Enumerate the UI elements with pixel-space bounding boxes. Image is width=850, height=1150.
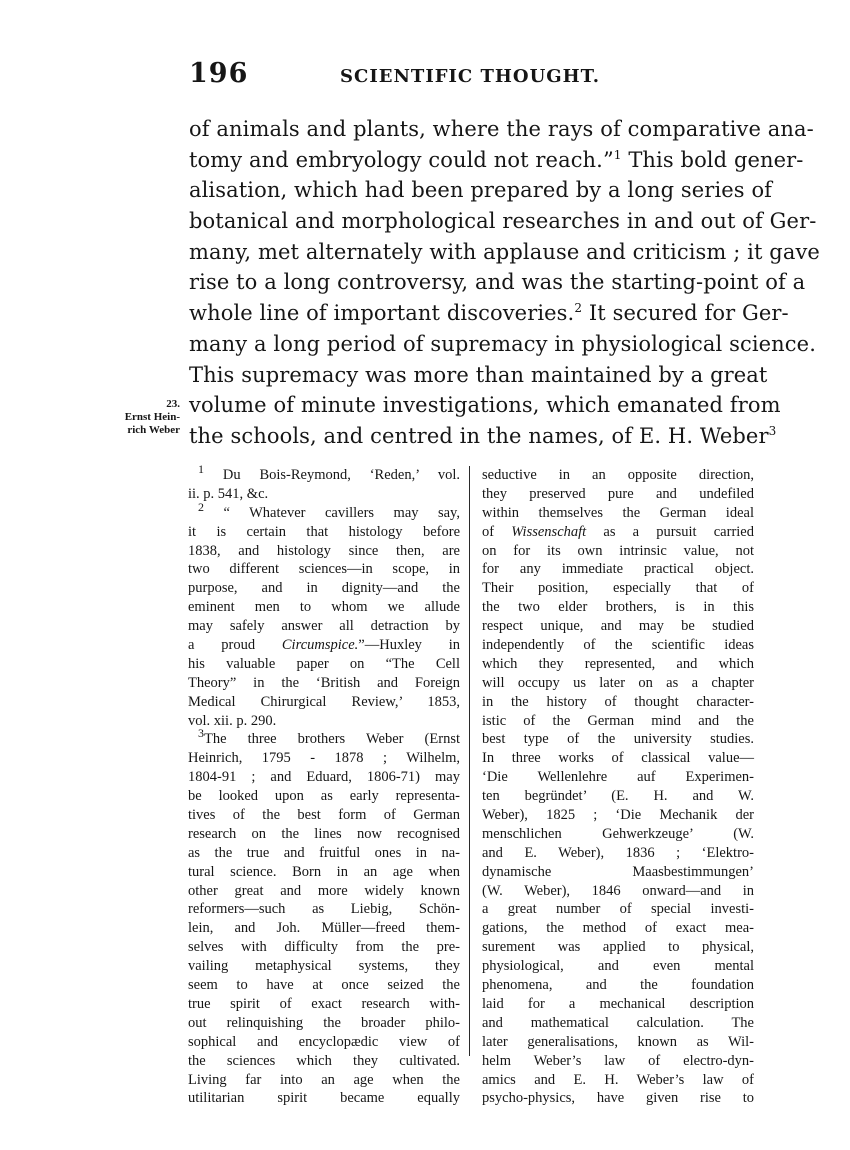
footnote-text: utilitarian spirit became equally bbox=[188, 1090, 460, 1107]
footnote-line bbox=[188, 900, 460, 919]
footnote-text: (W. Weber), 1846 onward—and in bbox=[482, 882, 754, 899]
footnote-text: psycho-physics, have given rise to bbox=[482, 1090, 754, 1107]
footnote-text: true spirit of exact research with- bbox=[188, 995, 460, 1012]
body-line: volume of minute investigations, which emanated from bbox=[189, 393, 781, 418]
footnote-line bbox=[482, 957, 754, 976]
body-line: This supremacy was more than maintained by a great bbox=[189, 362, 768, 387]
footnote-text: physiological, and even mental bbox=[482, 958, 754, 975]
footnote-line bbox=[482, 636, 754, 655]
footnote-line bbox=[482, 504, 754, 523]
footnote-text: In three works of classical value— bbox=[482, 750, 754, 767]
body-line-text: whole line of important discoveries. bbox=[189, 301, 575, 326]
footnote-line bbox=[188, 462, 460, 485]
footnote-text: they preserved pure and undefiled bbox=[482, 485, 754, 502]
footnote-text: 1838, and histology since then, are bbox=[188, 542, 460, 559]
footnote-line bbox=[188, 1052, 460, 1071]
footnote-text: Heinrich, 1795 - 1878 ; Wilhelm, bbox=[188, 750, 460, 767]
footnote-text: two different sciences—in scope, in bbox=[188, 561, 460, 578]
footnote-line bbox=[482, 674, 754, 693]
footnote-text: ”—Huxley in bbox=[358, 637, 460, 654]
footnote-text: out relinquishing the broader philo- bbox=[188, 1014, 460, 1031]
footnote-text: reformers—such as Liebig, Schön- bbox=[188, 901, 460, 918]
footnote-text: his valuable paper on “The Cell bbox=[188, 655, 460, 672]
footnote-line bbox=[188, 542, 460, 561]
footnote-text: may safely answer all detraction by bbox=[188, 618, 460, 635]
footnote-text: ii. p. 541, &c. bbox=[188, 485, 269, 502]
footnote-text: laid for a mechanical description bbox=[482, 995, 754, 1012]
footnote-line bbox=[188, 1033, 460, 1052]
footnote-text: other great and more widely known bbox=[188, 882, 460, 899]
footnote-line bbox=[188, 693, 460, 712]
footnote-text: selves with difficulty from the pre- bbox=[188, 939, 460, 956]
footnote-text: for any immediate practical object. bbox=[482, 561, 754, 578]
footnote-line bbox=[188, 617, 460, 636]
footnote-line bbox=[482, 466, 754, 485]
body-line bbox=[189, 298, 789, 329]
footnote-line bbox=[188, 919, 460, 938]
footnote-ref-2: 2 bbox=[574, 301, 583, 316]
body-line-text: tomy and embryology could not reach.” bbox=[189, 147, 614, 172]
footnote-text: istic of the German mind and the bbox=[482, 712, 754, 729]
footnote-text: research on the lines now recognised bbox=[188, 825, 460, 842]
footnote-line bbox=[188, 636, 460, 655]
footnote-line bbox=[188, 749, 460, 768]
footnote-line bbox=[188, 726, 460, 749]
body-line: rise to a long controversy, and was the starting-point of a bbox=[189, 270, 806, 295]
footnote-line bbox=[482, 749, 754, 768]
body-line-text: It secured for Ger- bbox=[582, 301, 789, 326]
footnote-text: of bbox=[482, 523, 512, 540]
footnote-text: Weber), 1825 ; ‘Die Mechanik der bbox=[482, 807, 754, 824]
footnote-line bbox=[482, 995, 754, 1014]
footnote-text: phenomena, and the foundation bbox=[482, 977, 754, 994]
footnote-line bbox=[482, 1033, 754, 1052]
footnote-marker: 1 bbox=[198, 462, 204, 477]
footnote-text: on for its own intrinsic value, not bbox=[482, 542, 754, 559]
footnote-text: vailing metaphysical systems, they bbox=[188, 958, 460, 975]
footnotes-right-column bbox=[482, 466, 754, 1108]
footnote-text: sophical and encyclopædic view of bbox=[188, 1033, 460, 1050]
footnote-text: The three brothers Weber (Ernst bbox=[204, 731, 460, 748]
footnote-text: vol. xii. p. 290. bbox=[188, 712, 277, 729]
footnote-line bbox=[482, 844, 754, 863]
footnote-line bbox=[482, 900, 754, 919]
footnote-text: dynamische Maasbestimmungen’ bbox=[482, 863, 754, 880]
footnote-text: “ Whatever cavillers may say, bbox=[204, 504, 460, 521]
running-title: SCIENTIFIC THOUGHT. bbox=[340, 66, 601, 87]
footnote-text: and mathematical calculation. The bbox=[482, 1014, 754, 1031]
footnote-line bbox=[482, 693, 754, 712]
footnote-line bbox=[188, 1014, 460, 1033]
body-line: many, met alternately with applause and criticism ; it gave bbox=[189, 239, 820, 264]
footnote-line bbox=[482, 1089, 754, 1108]
footnote-text: lein, and Joh. Müller—freed them- bbox=[188, 920, 460, 937]
body-line: of animals and plants, where the rays of comparative ana- bbox=[189, 117, 814, 141]
footnote-line bbox=[188, 957, 460, 976]
footnote-text: surement was applied to physical, bbox=[482, 939, 754, 956]
footnote-text: Living far into an age when the bbox=[188, 1071, 460, 1088]
footnote-text: seductive in an opposite direction, bbox=[482, 467, 754, 483]
body-line: alisation, which had been prepared by a long series of bbox=[189, 178, 773, 203]
footnote-italic-text: Wissenschaft bbox=[511, 523, 587, 540]
footnote-line bbox=[482, 919, 754, 938]
footnote-line bbox=[482, 560, 754, 579]
footnote-line bbox=[188, 844, 460, 863]
footnote-line bbox=[482, 579, 754, 598]
page-number: 196 bbox=[189, 58, 249, 89]
footnote-text: amics and E. H. Weber’s law of bbox=[482, 1071, 754, 1088]
footnote-line bbox=[188, 674, 460, 693]
sidenote-number: 23. bbox=[166, 398, 180, 410]
footnote-line bbox=[482, 485, 754, 504]
body-line-text: This bold gener- bbox=[621, 147, 804, 172]
footnote-text: as the true and fruitful ones in na- bbox=[188, 844, 460, 861]
sidenote-line: Ernst Hein- bbox=[124, 411, 180, 423]
footnote-text: the sciences which they cultivated. bbox=[188, 1052, 460, 1069]
footnote-text: Their position, especially that of bbox=[482, 580, 754, 597]
footnote-text: tives of the best form of German bbox=[188, 807, 460, 824]
footnote-line bbox=[482, 712, 754, 731]
footnote-line bbox=[188, 825, 460, 844]
footnote-line bbox=[188, 1089, 460, 1108]
body-line bbox=[189, 421, 777, 452]
body-line: botanical and morphological researches in and out of Ger- bbox=[189, 209, 817, 234]
footnote-line bbox=[482, 976, 754, 995]
footnote-line bbox=[482, 938, 754, 957]
footnote-text: and E. Weber), 1836 ; ‘Elektro- bbox=[482, 844, 754, 861]
footnote-marker: 2 bbox=[198, 499, 204, 514]
footnote-text: be looked upon as early representa- bbox=[188, 788, 460, 805]
footnote-line bbox=[188, 579, 460, 598]
footnote-line bbox=[188, 1071, 460, 1090]
footnote-text: as a pursuit carried bbox=[586, 523, 754, 540]
footnote-text: Theory” in the ‘British and Foreign bbox=[188, 674, 460, 691]
footnote-line bbox=[482, 655, 754, 674]
footnotes-left-column bbox=[188, 462, 460, 1108]
footnote-text: tural science. Born in an age when bbox=[188, 863, 460, 880]
footnote-line bbox=[482, 825, 754, 844]
footnote-line bbox=[188, 598, 460, 617]
footnote-line bbox=[188, 499, 460, 523]
footnote-text: later generalisations, known as Wil- bbox=[482, 1033, 754, 1050]
margin-sidenote bbox=[88, 398, 180, 437]
footnote-text: gations, the method of exact mea- bbox=[482, 920, 754, 937]
footnote-line bbox=[188, 485, 460, 504]
footnote-line bbox=[482, 542, 754, 561]
footnote-line bbox=[188, 523, 460, 542]
footnote-ref-1: 1 bbox=[613, 147, 622, 162]
body-line-text: the schools, and centred in the names, of E. H. Weber bbox=[189, 423, 769, 448]
footnote-text: menschlichen Gehwerkzeuge’ (W. bbox=[482, 825, 754, 842]
footnote-text: purpose, and in dignity—and the bbox=[188, 580, 460, 597]
footnote-text: ‘Die Wellenlehre auf Experimen- bbox=[482, 769, 754, 786]
footnote-text: respect unique, and may be studied bbox=[482, 618, 754, 635]
footnote-italic-text: Circumspice. bbox=[281, 637, 359, 654]
footnote-line bbox=[482, 617, 754, 636]
footnote-line bbox=[482, 863, 754, 882]
footnote-text: in the history of thought character- bbox=[482, 693, 754, 710]
footnote-line bbox=[188, 938, 460, 957]
footnote-text: will occupy us later on as a chapter bbox=[482, 674, 754, 691]
footnote-line bbox=[482, 806, 754, 825]
footnote-line bbox=[188, 976, 460, 995]
footnote-ref-3: 3 bbox=[768, 423, 777, 438]
footnote-line bbox=[188, 806, 460, 825]
footnote-line bbox=[482, 1052, 754, 1071]
footnote-line bbox=[188, 863, 460, 882]
footnote-line bbox=[188, 768, 460, 787]
footnote-line bbox=[482, 768, 754, 787]
footnote-line bbox=[482, 523, 754, 542]
footnote-line bbox=[482, 1071, 754, 1090]
footnote-line bbox=[482, 598, 754, 617]
footnote-line bbox=[482, 787, 754, 806]
footnote-text: seem to have at once seized the bbox=[188, 977, 460, 994]
footnote-line bbox=[188, 712, 460, 731]
footnote-text: eminent men to whom we allude bbox=[188, 599, 460, 616]
footnote-line bbox=[188, 995, 460, 1014]
footnote-text: best type of the university studies. bbox=[482, 731, 754, 748]
footnote-line bbox=[188, 655, 460, 674]
footnote-line bbox=[482, 882, 754, 901]
body-line: many a long period of supremacy in physiological science. bbox=[189, 331, 816, 356]
footnote-line bbox=[188, 560, 460, 579]
footnote-text: Du Bois-Reymond, ‘Reden,’ vol. bbox=[204, 467, 460, 483]
footnote-line bbox=[482, 730, 754, 749]
footnote-text: Medical Chirurgical Review,’ 1853, bbox=[188, 693, 460, 710]
footnote-line bbox=[482, 1014, 754, 1033]
footnote-text: it is certain that histology before bbox=[188, 523, 460, 540]
footnote-text: independently of the scientific ideas bbox=[482, 637, 754, 654]
sidenote-line: rich Weber bbox=[127, 424, 180, 436]
footnote-line bbox=[188, 787, 460, 806]
footnote-text: the two elder brothers, is in this bbox=[482, 599, 754, 616]
footnote-text: helm Weber’s law of electro-dyn- bbox=[482, 1052, 754, 1069]
footnote-marker: 3 bbox=[198, 726, 204, 741]
footnote-text: ten begründet’ (E. H. and W. bbox=[482, 788, 754, 805]
body-line bbox=[189, 145, 804, 176]
main-text bbox=[189, 114, 820, 452]
column-divider bbox=[469, 466, 470, 1056]
footnote-text: a great number of special investi- bbox=[482, 901, 754, 918]
footnote-text: which they represented, and which bbox=[482, 655, 754, 672]
footnote-text: a proud bbox=[188, 637, 282, 654]
footnote-text: 1804-91 ; and Eduard, 1806-71) may bbox=[188, 769, 460, 786]
footnote-text: within themselves the German ideal bbox=[482, 504, 754, 521]
footnote-line bbox=[188, 882, 460, 901]
